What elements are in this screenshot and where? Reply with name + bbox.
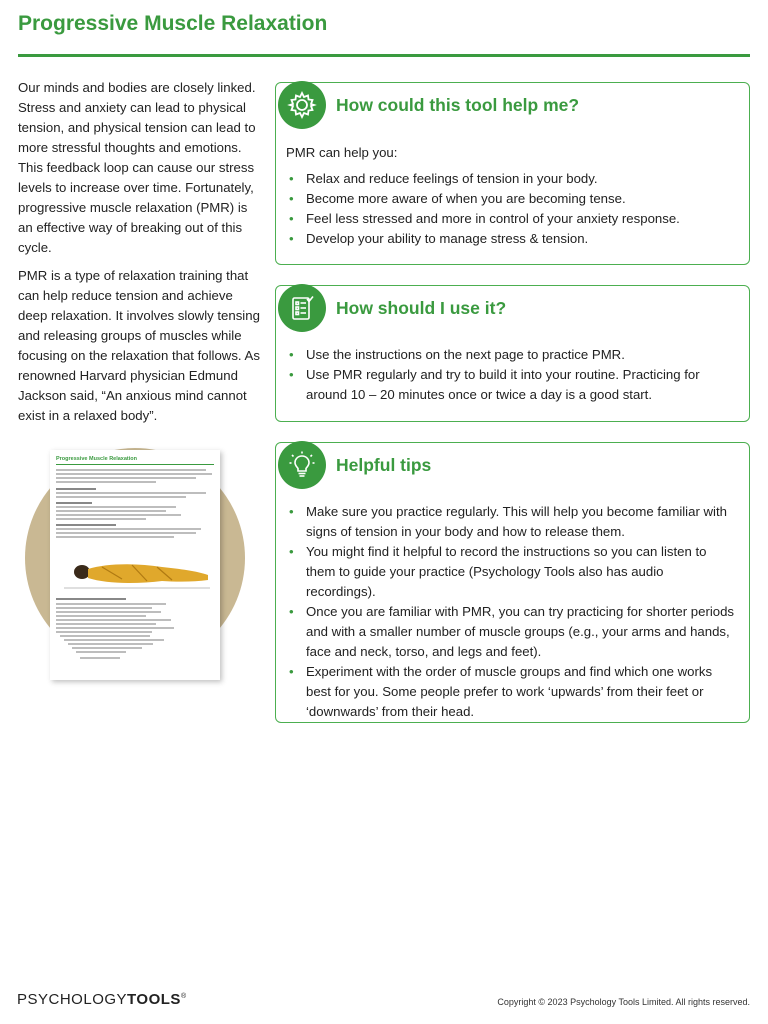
- thumbnail-text-line: [56, 607, 152, 609]
- intro-text: [18, 78, 260, 434]
- list-item: • Relax and reduce feelings of tension in your body.: [286, 169, 735, 189]
- thumbnail-divider: [56, 464, 214, 465]
- thumbnail-text-line: [56, 619, 171, 621]
- list-item: • Experiment with the order of muscle groups and find which one works best for you. Some people prefer to work ‘upwards’ from their feet or ‘downwards’ from their head.: [286, 662, 735, 722]
- thumbnail-text-line: [56, 492, 206, 494]
- list-item: • Develop your ability to manage stress & tension.: [286, 229, 735, 249]
- thumbnail-text-line: [64, 639, 164, 641]
- thumbnail-text-line: [56, 603, 166, 605]
- card-intro: PMR can help you:: [286, 145, 398, 160]
- list-item: • Become more aware of when you are becoming tense.: [286, 189, 735, 209]
- thumbnail-text-line: [56, 510, 166, 512]
- thumbnail-text-line: [56, 528, 201, 530]
- thumbnail-text-line: [56, 496, 186, 498]
- thumbnail-text-line: [68, 643, 153, 645]
- thumbnail-text-line: [56, 615, 146, 617]
- thumbnail-text-line: [72, 647, 142, 649]
- card-title: Helpful tips: [336, 454, 432, 475]
- card-helpful-tips: [275, 442, 750, 723]
- thumbnail-text-line: [56, 473, 212, 475]
- logo-text-part2: TOOLS: [127, 991, 181, 1008]
- card-how-help: [275, 82, 750, 265]
- psychology-tools-logo: PSYCHOLOGYTOOLS®: [17, 991, 187, 1008]
- thumbnail-text-line: [56, 598, 126, 600]
- logo-text-part1: PSYCHOLOGY: [17, 991, 128, 1008]
- thumbnail-text-line: [56, 627, 174, 629]
- card-title: How should I use it?: [336, 297, 507, 318]
- card-how-use: [275, 285, 750, 422]
- thumbnail-text-line: [56, 536, 174, 538]
- lightbulb-icon: [278, 441, 326, 489]
- thumbnail-text-line: [80, 657, 120, 659]
- list-item: • Make sure you practice regularly. This will help you become familiar with signs of tension in your body and how to release them.: [286, 502, 735, 542]
- title-divider: [18, 54, 750, 57]
- list-item: • Use PMR regularly and try to build it into your routine. Practicing for around 10 – 20 minutes once or twice a day is a good start.: [286, 365, 735, 405]
- page-title: Progressive Muscle Relaxation: [18, 12, 328, 35]
- card-title: How could this tool help me?: [336, 94, 580, 115]
- thumbnail-text-line: [56, 631, 152, 633]
- thumbnail-text-line: [56, 469, 206, 471]
- checklist-icon: [278, 284, 326, 332]
- reclining-figure-illustration: [62, 555, 212, 593]
- next-page-thumbnail: [50, 450, 220, 680]
- thumbnail-text-line: [56, 502, 92, 504]
- thumbnail-text-line: [56, 524, 116, 526]
- thumbnail-text-line: [56, 488, 96, 490]
- thumbnail-text-line: [60, 635, 150, 637]
- thumbnail-text-line: [56, 477, 196, 479]
- list-item: • Feel less stressed and more in control of your anxiety response.: [286, 209, 735, 229]
- thumbnail-text-line: [56, 506, 176, 508]
- thumbnail-text-line: [56, 514, 181, 516]
- thumbnail-text-line: [56, 518, 146, 520]
- thumbnail-text-line: [56, 532, 196, 534]
- thumbnail-text-line: [76, 651, 126, 653]
- intro-paragraph-2: PMR is a type of relaxation training that can help reduce tension and achieve deep relaxation. It involves slowly tensing and releasing groups of muscles while focusing on the relaxation that follows. As renowned Harvard physician Edmund Jackson said, “An anxious mind cannot exist in a relaxed body”.: [18, 268, 260, 423]
- list-item: • Use the instructions on the next page to practice PMR.: [286, 345, 735, 365]
- list-item: • Once you are familiar with PMR, you can try practicing for shorter periods and with a smaller number of muscle groups (e.g., your arms and hands, face and neck, torso, and legs and feet).: [286, 602, 735, 662]
- gear-icon: [278, 81, 326, 129]
- intro-paragraph-1: Our minds and bodies are closely linked. Stress and anxiety can lead to physical tension, and physical tension can lead to more stressful thoughts and emotions. This feedback loop can cause our stress levels to increase over time. Fortunately, progressive muscle relaxation (PMR) is an effective way of breaking out of this cycle.: [18, 80, 256, 255]
- copyright-notice: Copyright © 2023 Psychology Tools Limited. All rights reserved.: [497, 997, 750, 1007]
- thumbnail-text-line: [56, 611, 161, 613]
- thumbnail-title: Progressive Muscle Relaxation: [56, 456, 138, 462]
- thumbnail-text-line: [56, 481, 156, 483]
- thumbnail-text-line: [56, 623, 156, 625]
- list-item: • You might find it helpful to record the instructions so you can listen to them to guide your practice (Psychology Tools also has audio recordings).: [286, 542, 735, 602]
